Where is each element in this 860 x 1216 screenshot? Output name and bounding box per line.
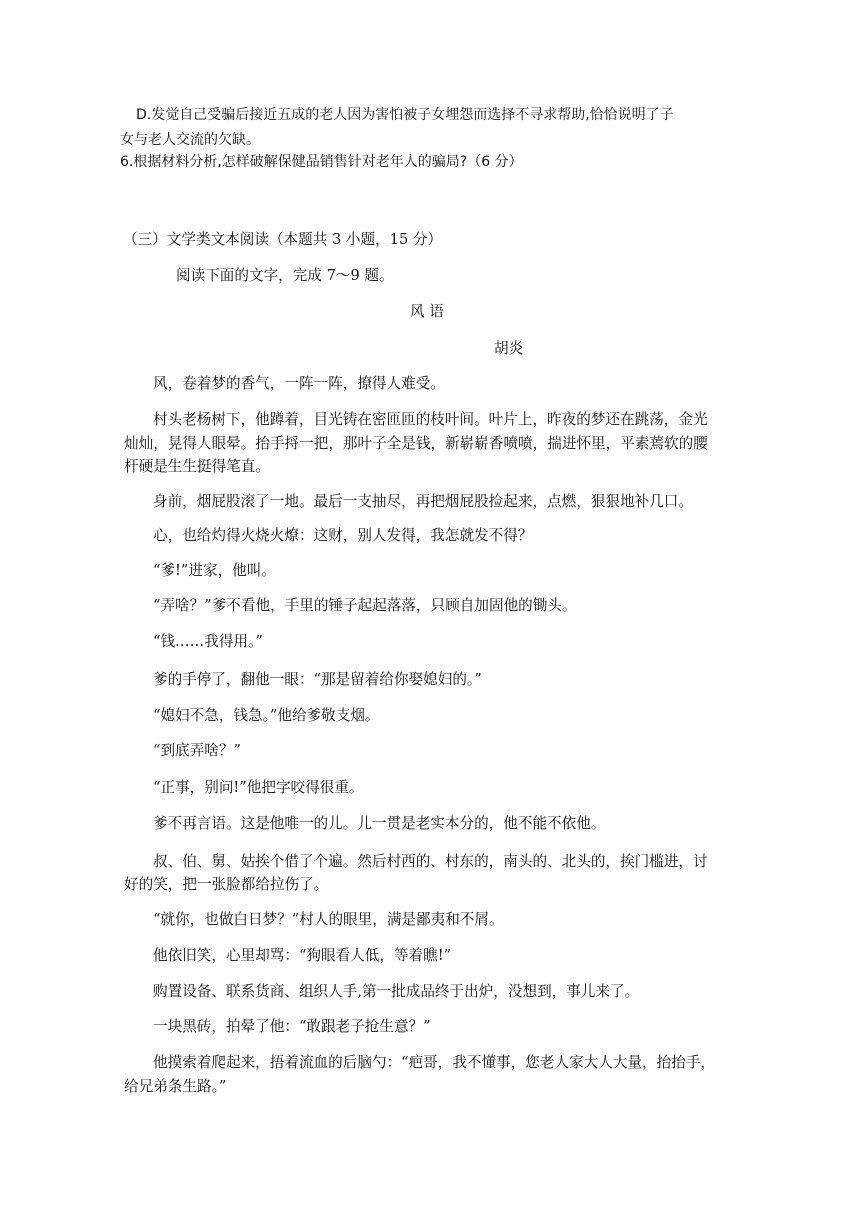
story-paragraph: 爹不再言语。这是他唯一的儿。儿一贯是老实本分的，他不能不依他。 (153, 815, 606, 832)
question-6: 6.根据材料分析,怎样破解保健品销售针对老年人的骗局?（6 分） (120, 154, 523, 170)
story-author: 胡炎 (494, 340, 524, 357)
story-paragraph-cont: 给兄弟条生路。” (124, 1078, 227, 1095)
option-d-line-1: D.发觉自己受骗后接近五成的老人因为害怕被子女埋怨而选择不寻求帮助,恰恰说明了子 (136, 107, 674, 123)
story-paragraph: 叔、伯、舅、姑挨个借了个遍。然后村西的、村东的，南头的、北头的，挨门槛进，讨 (153, 853, 708, 870)
story-paragraph: “弄啥？”爹不看他，手里的锤子起起落落，只顾自加固他的锄头。 (153, 597, 577, 614)
story-paragraph: 一块黑砖，拍晕了他：“敢跟老子抢生意？” (153, 1018, 431, 1035)
story-paragraph: “就你，也做白日梦？”村人的眼里，满是鄙夷和不屑。 (153, 911, 504, 928)
story-paragraph: “爹!”进家，他叫。 (153, 562, 276, 579)
story-paragraph: 风，卷着梦的香气，一阵一阵，撩得人难受。 (153, 375, 445, 392)
story-paragraph: 爹的手停了，翻他一眼：“那是留着给你娶媳妇的。” (153, 671, 482, 688)
story-paragraph-cont: 灿灿，晃得人眼晕。抬手捋一把，那叶子全是钱，新崭崭香喷喷，揣进怀里，平素蔫软的腰 (124, 435, 708, 452)
story-title: 风 语 (410, 303, 444, 320)
story-paragraph: 身前，烟屁股滚了一地。最后一支抽尽，再把烟屁股捡起来，点燃，狠狠地补几口。 (153, 493, 693, 510)
story-paragraph: 他摸索着爬起来，捂着流血的后脑勺：“疤哥，我不懂事，您老人家大人大量，抬抬手， (153, 1054, 716, 1071)
story-paragraph: “媳妇不急，钱急。”他给爹敬支烟。 (153, 707, 380, 724)
story-paragraph: “钱……我得用。” (153, 633, 263, 650)
story-paragraph-cont: 杆硬是生生挺得笔直。 (124, 458, 270, 475)
story-paragraph: 心，也给灼得火烧火燎：这财，别人发得，我怎就发不得？ (153, 527, 533, 544)
section-heading: （三）文学类文本阅读（本题共 3 小题，15 分） (123, 231, 443, 248)
story-paragraph: “到底弄啥？” (153, 742, 241, 759)
story-paragraph: 村头老杨树下，他蹲着，目光铸在密匝匝的枝叶间。叶片上，昨夜的梦还在跳荡，金光 (153, 411, 708, 428)
story-paragraph-cont: 好的笑，把一张脸都给拉伤了。 (124, 876, 329, 893)
reading-instruction: 阅读下面的文字，完成 7～9 题。 (176, 267, 394, 284)
option-d-line-2: 女与老人交流的欠缺。 (120, 132, 260, 148)
story-paragraph: 他依旧笑，心里却骂：“狗眼看人低，等着瞧!” (153, 947, 452, 964)
story-paragraph: “正事，别问!”他把字咬得很重。 (153, 779, 364, 796)
story-paragraph: 购置设备、联系货商、组织人手,第一批成品终于出炉，没想到，事儿来了。 (153, 983, 640, 1000)
